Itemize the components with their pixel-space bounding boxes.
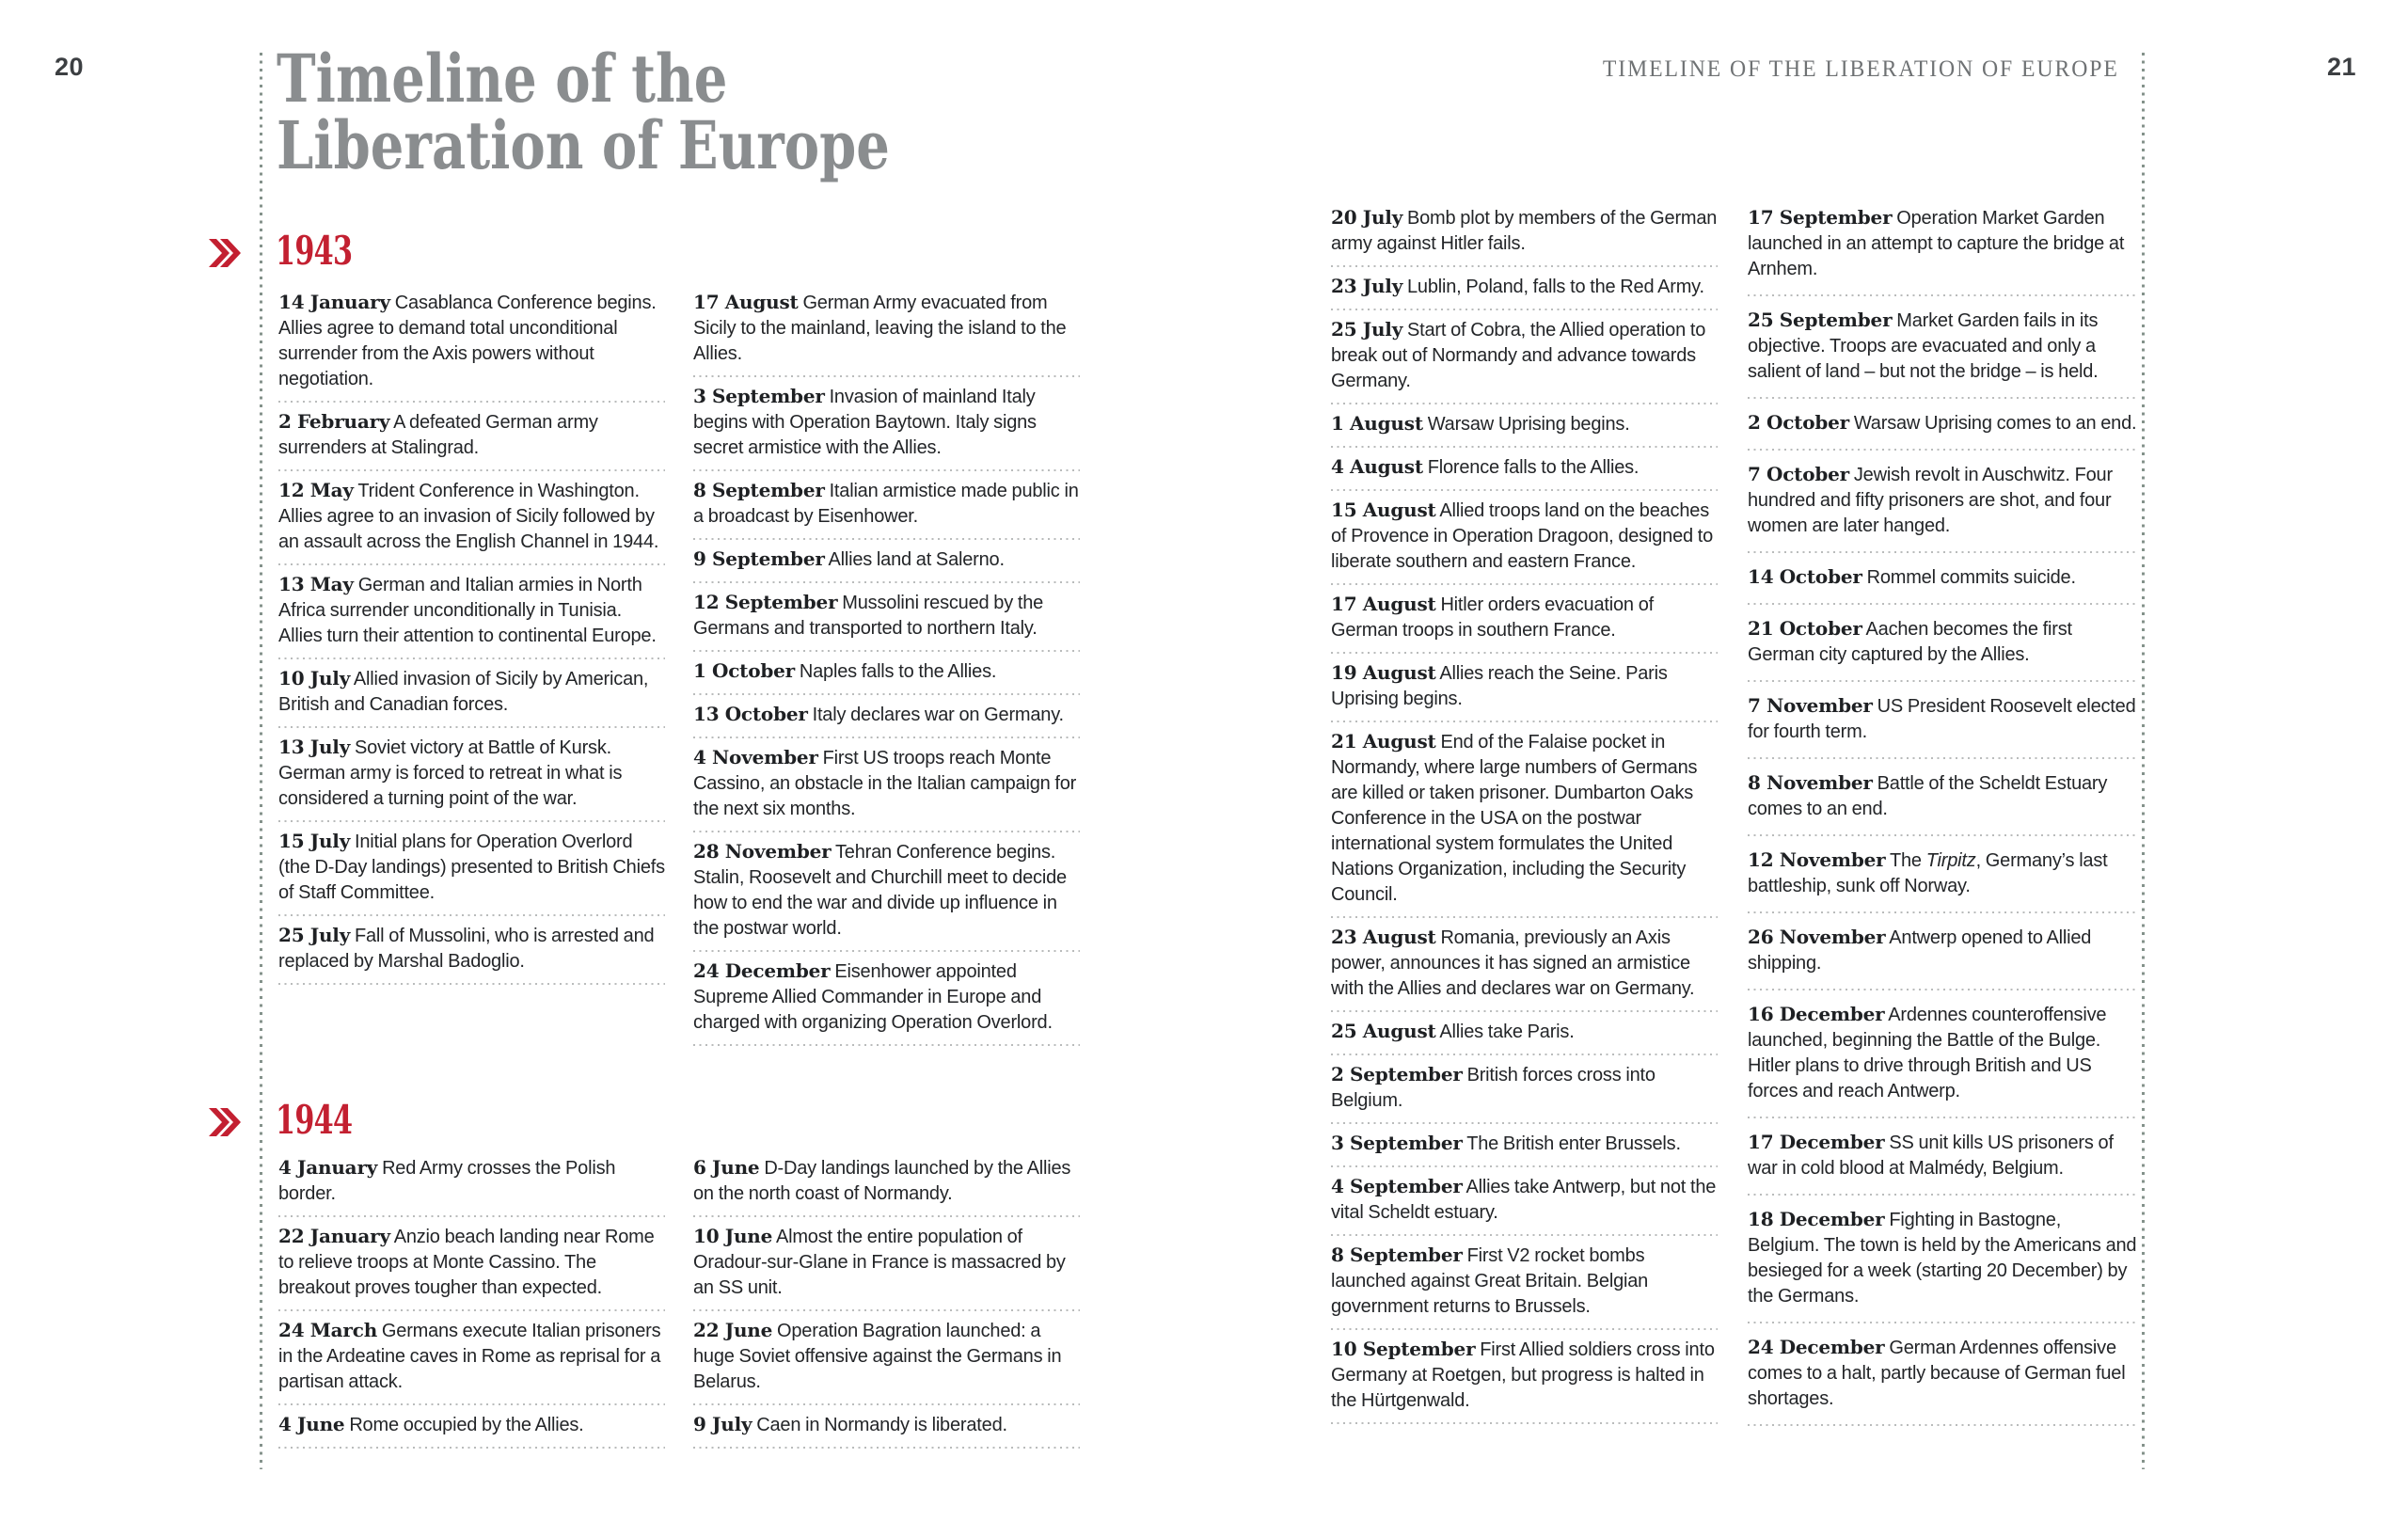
timeline-entry xyxy=(278,403,665,471)
entry-body: D-Day landings launched by the Allies on the north coast of Normandy. xyxy=(693,1158,1071,1204)
timeline-entry xyxy=(1331,267,1718,310)
entry-body: Fall of Mussolini, who is arrested and replaced by Marshal Badoglio. xyxy=(278,926,655,972)
entry-date: 12 September xyxy=(693,591,838,613)
timeline-entry xyxy=(1331,1012,1718,1055)
timeline-entry xyxy=(278,822,665,916)
entry-date: 4 January xyxy=(278,1156,378,1179)
entry-body: Ardennes counteroffensive launched, beginning the Battle of the Bulge. Hitler plans to drive through British and US forces and reach Antwerp. xyxy=(1748,1005,2107,1101)
timeline-entry xyxy=(1748,913,2137,990)
section-marker-1943 xyxy=(209,228,382,274)
entry-body: Allied troops land on the beaches of Provence in Operation Dragoon, designed to liberate southern and eastern France. xyxy=(1331,500,1714,572)
timeline-entry xyxy=(693,540,1080,583)
timeline-entry xyxy=(278,471,665,565)
right-dotted-rule xyxy=(2142,53,2145,1469)
entry-body: Start of Cobra, the Allied operation to break out of Normandy and advance towards Germany. xyxy=(1331,320,1706,391)
entry-date: 2 October xyxy=(1748,411,1850,434)
entry-body: Trident Conference in Washington. Allies agree to an invasion of Sicily followed by an assault across the English Channel in 1944. xyxy=(278,481,659,552)
timeline-entry xyxy=(693,1405,1080,1449)
timeline-entry xyxy=(693,1217,1080,1311)
timeline-entry xyxy=(278,659,665,728)
entry-date: 23 July xyxy=(1331,275,1403,297)
timeline-entry xyxy=(278,290,665,403)
entry-body: Allies land at Salerno. xyxy=(828,549,1005,570)
entry-body: Florence falls to the Allies. xyxy=(1427,457,1640,478)
entry-date: 23 August xyxy=(1331,926,1436,948)
page-title xyxy=(277,40,890,184)
timeline-entry xyxy=(1331,404,1718,448)
entry-date: 8 September xyxy=(1331,1244,1463,1266)
entry-body: Soviet victory at Battle of Kursk. German army is forced to retreat in what is considered a turning point of the war. xyxy=(278,737,623,809)
entry-date: 6 June xyxy=(693,1156,760,1179)
entry-date: 21 August xyxy=(1331,730,1436,753)
timeline-entry xyxy=(693,652,1080,695)
entry-body: Red Army crosses the Polish border. xyxy=(278,1158,616,1204)
entry-date: 25 August xyxy=(1331,1020,1436,1042)
entry-date: 12 May xyxy=(278,479,354,501)
entry-body: Initial plans for Operation Overlord (the D-Day landings) presented to British Chiefs of Staff Committee. xyxy=(278,832,665,903)
entry-body: Battle of the Scheldt Estuary comes to an end. xyxy=(1748,773,2108,819)
timeline-entry xyxy=(278,565,665,659)
timeline-entry xyxy=(1331,918,1718,1012)
entry-body: Allies reach the Seine. Paris Uprising begins. xyxy=(1331,663,1668,709)
timeline-entry xyxy=(693,738,1080,832)
entry-body: A defeated German army surrenders at Stalingrad. xyxy=(278,412,598,458)
entry-date: 24 March xyxy=(278,1319,378,1341)
timeline-column-1944-d xyxy=(1748,205,2137,1426)
page-number-left: 20 xyxy=(55,53,85,81)
entry-body: Mussolini rescued by the Germans and transported to northern Italy. xyxy=(693,593,1044,639)
timeline-entry xyxy=(1331,310,1718,404)
entry-date: 25 July xyxy=(1331,318,1403,341)
timeline-entry xyxy=(278,916,665,985)
entry-body: Almost the entire population of Oradour-sur-Glane in France is massacred by an SS unit. xyxy=(693,1227,1066,1298)
entry-date: 9 September xyxy=(693,547,825,570)
entry-date: 20 July xyxy=(1331,206,1403,229)
timeline-entry xyxy=(693,471,1080,540)
entry-body: German and Italian armies in North Africa surrender unconditionally in Tunisia. Allies turn their attention to continental Europe. xyxy=(278,575,657,646)
entry-body: Allied invasion of Sicily by American, British and Canadian forces. xyxy=(278,669,649,715)
timeline-entry xyxy=(1748,759,2137,836)
entry-date: 25 July xyxy=(278,924,351,946)
timeline-entry xyxy=(1331,205,1718,267)
timeline-entry xyxy=(1748,1196,2137,1323)
entry-body: German Ardennes offensive comes to a halt, partly because of German fuel shortages. xyxy=(1748,1338,2126,1409)
entry-date: 2 September xyxy=(1331,1063,1463,1085)
entry-date: 25 September xyxy=(1748,309,1893,331)
entry-body: Italian armistice made public in a broadcast by Eisenhower. xyxy=(693,481,1079,527)
entry-date: 1 October xyxy=(693,659,796,682)
page-number-right: 21 xyxy=(2327,53,2357,81)
timeline-entry xyxy=(1331,1236,1718,1330)
entry-body: US President Roosevelt elected for fourth term. xyxy=(1748,696,2136,742)
entry-date: 21 October xyxy=(1748,617,1862,640)
entry-body: Warsaw Uprising comes to an end. xyxy=(1853,413,2137,434)
entry-date: 17 August xyxy=(693,291,799,313)
timeline-entry xyxy=(1331,1124,1718,1167)
entry-body: Operation Market Garden launched in an attempt to capture the bridge at Arnhem. xyxy=(1748,208,2125,279)
entry-date: 17 December xyxy=(1748,1131,1885,1153)
entry-date: 7 November xyxy=(1748,694,1873,717)
running-header: TIMELINE OF THE LIBERATION OF EUROPE xyxy=(1603,56,2119,82)
timeline-entry xyxy=(693,377,1080,471)
entry-date: 15 July xyxy=(278,830,351,852)
entry-date: 10 July xyxy=(278,667,351,689)
entry-date: 2 February xyxy=(278,410,390,433)
timeline-entry xyxy=(278,1405,665,1449)
entry-date: 4 June xyxy=(278,1413,345,1435)
timeline-entry xyxy=(1748,836,2137,913)
entry-date: 18 December xyxy=(1748,1208,1885,1230)
section-marker-1944 xyxy=(209,1097,382,1143)
timeline-column-1943-a xyxy=(278,290,665,985)
entry-body: Caen in Normandy is liberated. xyxy=(756,1415,1007,1435)
entry-date: 17 September xyxy=(1748,206,1893,229)
entry-date: 10 June xyxy=(693,1225,773,1247)
entry-date: 8 September xyxy=(693,479,825,501)
entry-body: Anzio beach landing near Rome to relieve troops at Monte Cassino. The breakout proves tougher than expected. xyxy=(278,1227,655,1298)
timeline-entry xyxy=(693,1311,1080,1405)
timeline-entry xyxy=(1331,1055,1718,1124)
timeline-entry xyxy=(278,1311,665,1405)
entry-date: 19 August xyxy=(1331,661,1436,684)
timeline-column-1944-b xyxy=(693,1155,1080,1449)
entry-body: Germans execute Italian prisoners in the Ardeatine caves in Rome as reprisal for a partisan attack. xyxy=(278,1321,661,1392)
timeline-entry xyxy=(1748,451,2137,553)
double-chevron-icon xyxy=(209,239,241,267)
entry-date: 24 December xyxy=(1748,1336,1885,1358)
entry-body: Italy declares war on Germany. xyxy=(812,705,1064,725)
entry-body: Hitler orders evacuation of German troops in southern France. xyxy=(1331,594,1654,641)
entry-date: 13 October xyxy=(693,703,808,725)
title-line-2: Liberation of Europe xyxy=(277,106,890,184)
entry-body: Warsaw Uprising begins. xyxy=(1427,414,1630,435)
entry-date: 4 September xyxy=(1331,1175,1463,1197)
entry-date: 13 May xyxy=(278,573,354,595)
entry-date: 3 September xyxy=(693,385,825,407)
entry-body: Operation Bagration launched: a huge Soviet offensive against the Germans in Belarus. xyxy=(693,1321,1062,1392)
timeline-entry xyxy=(1748,553,2137,605)
timeline-column-1943-b xyxy=(693,290,1080,1046)
timeline-entry xyxy=(278,1155,665,1217)
timeline-entry xyxy=(693,290,1080,377)
entry-body: Rome occupied by the Allies. xyxy=(349,1415,584,1435)
entry-date: 3 September xyxy=(1331,1132,1463,1154)
entry-body: Casablanca Conference begins. Allies agree to demand total unconditional surrender from the Axis powers without negotiation. xyxy=(278,293,657,389)
timeline-entry xyxy=(1331,1167,1718,1236)
timeline-entry xyxy=(693,695,1080,738)
entry-date: 26 November xyxy=(1748,926,1886,948)
entry-body: Lublin, Poland, falls to the Red Army. xyxy=(1406,277,1704,297)
timeline-entry xyxy=(1331,491,1718,585)
entry-date: 28 November xyxy=(693,840,832,863)
entry-date: 14 October xyxy=(1748,565,1862,588)
entry-body: Naples falls to the Allies. xyxy=(799,661,997,682)
timeline-column-1944-a xyxy=(278,1155,665,1449)
entry-date: 8 November xyxy=(1748,771,1873,794)
entry-date: 14 January xyxy=(278,291,390,313)
entry-body: Eisenhower appointed Supreme Allied Commander in Europe and charged with organizing Operation Overlord. xyxy=(693,961,1053,1033)
entry-date: 24 December xyxy=(693,959,831,982)
entry-date: 4 November xyxy=(693,746,818,768)
year-heading-1943: 1943 xyxy=(276,228,353,274)
year-heading-1944: 1944 xyxy=(276,1097,353,1143)
timeline-entry xyxy=(1748,682,2137,759)
entry-body: SS unit kills US prisoners of war in cold blood at Malmédy, Belgium. xyxy=(1748,1133,2114,1179)
timeline-entry xyxy=(1748,1118,2137,1196)
entry-body: German Army evacuated from Sicily to the mainland, leaving the island to the Allies. xyxy=(693,293,1067,364)
timeline-entry xyxy=(1748,296,2137,399)
entry-date: 12 November xyxy=(1748,848,1886,871)
entry-body: British forces cross into Belgium. xyxy=(1331,1065,1656,1111)
timeline-entry xyxy=(1748,990,2137,1118)
entry-body: The Tirpitz, Germany’s last battleship, sunk off Norway. xyxy=(1748,850,2108,896)
entry-body: Aachen becomes the first German city captured by the Allies. xyxy=(1748,619,2072,665)
timeline-entry xyxy=(1748,1323,2137,1426)
double-chevron-icon xyxy=(209,1108,241,1136)
entry-body: First US troops reach Monte Cassino, an obstacle in the Italian campaign for the next six months. xyxy=(693,748,1077,819)
timeline-entry xyxy=(1748,399,2137,451)
entry-body: First V2 rocket bombs launched against Great Britain. Belgian government returns to Brussels. xyxy=(1331,1245,1649,1317)
timeline-entry xyxy=(693,952,1080,1046)
entry-body: Allies take Antwerp, but not the vital Scheldt estuary. xyxy=(1331,1177,1717,1223)
entry-body: Romania, previously an Axis power, announces it has signed an armistice with the Allies and declares war on Germany. xyxy=(1331,927,1695,999)
entry-body: Rommel commits suicide. xyxy=(1866,567,2076,588)
entry-date: 15 August xyxy=(1331,499,1436,521)
timeline-entry xyxy=(1748,205,2137,296)
timeline-entry xyxy=(1331,448,1718,491)
timeline-entry xyxy=(1331,585,1718,654)
entry-date: 1 August xyxy=(1331,412,1423,435)
entry-body: Fighting in Bastogne, Belgium. The town is held by the Americans and besieged for a week (starting 20 December) by the Germans. xyxy=(1748,1210,2137,1307)
entry-body: Antwerp opened to Allied shipping. xyxy=(1748,927,2092,974)
entry-body: Allies take Paris. xyxy=(1439,1022,1575,1042)
entry-body: End of the Falaise pocket in Normandy, where large numbers of Germans are killed or taken prisoner. Dumbarton Oaks Conference in the USA on the postwar international system formulates the United Nations Organization, including the Security Council. xyxy=(1331,732,1698,905)
entry-date: 9 July xyxy=(693,1413,752,1435)
entry-date: 16 December xyxy=(1748,1003,1885,1025)
entry-body: Bomb plot by members of the German army against Hitler fails. xyxy=(1331,208,1718,254)
entry-body: Tehran Conference begins. Stalin, Roosevelt and Churchill meet to decide how to end the war and divide up influence in the postwar world. xyxy=(693,842,1067,939)
entry-date: 22 June xyxy=(693,1319,773,1341)
entry-body: The British enter Brussels. xyxy=(1466,1133,1681,1154)
entry-date: 4 August xyxy=(1331,455,1423,478)
timeline-entry xyxy=(1331,1330,1718,1424)
entry-body: First Allied soldiers cross into Germany at Roetgen, but progress is halted in the Hürtgenwald. xyxy=(1331,1339,1715,1411)
entry-date: 10 September xyxy=(1331,1338,1476,1360)
entry-body: Invasion of mainland Italy begins with Operation Baytown. Italy signs secret armistice with the Allies. xyxy=(693,387,1037,458)
timeline-entry xyxy=(1748,605,2137,682)
entry-body: Jewish revolt in Auschwitz. Four hundred and fifty prisoners are shot, and four women are later hanged. xyxy=(1748,465,2113,536)
timeline-entry xyxy=(1331,722,1718,918)
timeline-column-1944-c xyxy=(1331,205,1718,1424)
timeline-entry xyxy=(693,1155,1080,1217)
entry-date: 17 August xyxy=(1331,593,1436,615)
entry-date: 22 January xyxy=(278,1225,390,1247)
entry-body: Market Garden fails in its objective. Troops are evacuated and only a salient of land – but not the bridge – is held. xyxy=(1748,310,2099,382)
timeline-entry xyxy=(693,832,1080,952)
title-line-1: Timeline of the xyxy=(277,40,728,118)
timeline-entry xyxy=(278,728,665,822)
entry-date: 13 July xyxy=(278,736,351,758)
entry-date: 7 October xyxy=(1748,463,1850,485)
timeline-entry xyxy=(278,1217,665,1311)
timeline-entry xyxy=(1331,654,1718,722)
timeline-entry xyxy=(693,583,1080,652)
